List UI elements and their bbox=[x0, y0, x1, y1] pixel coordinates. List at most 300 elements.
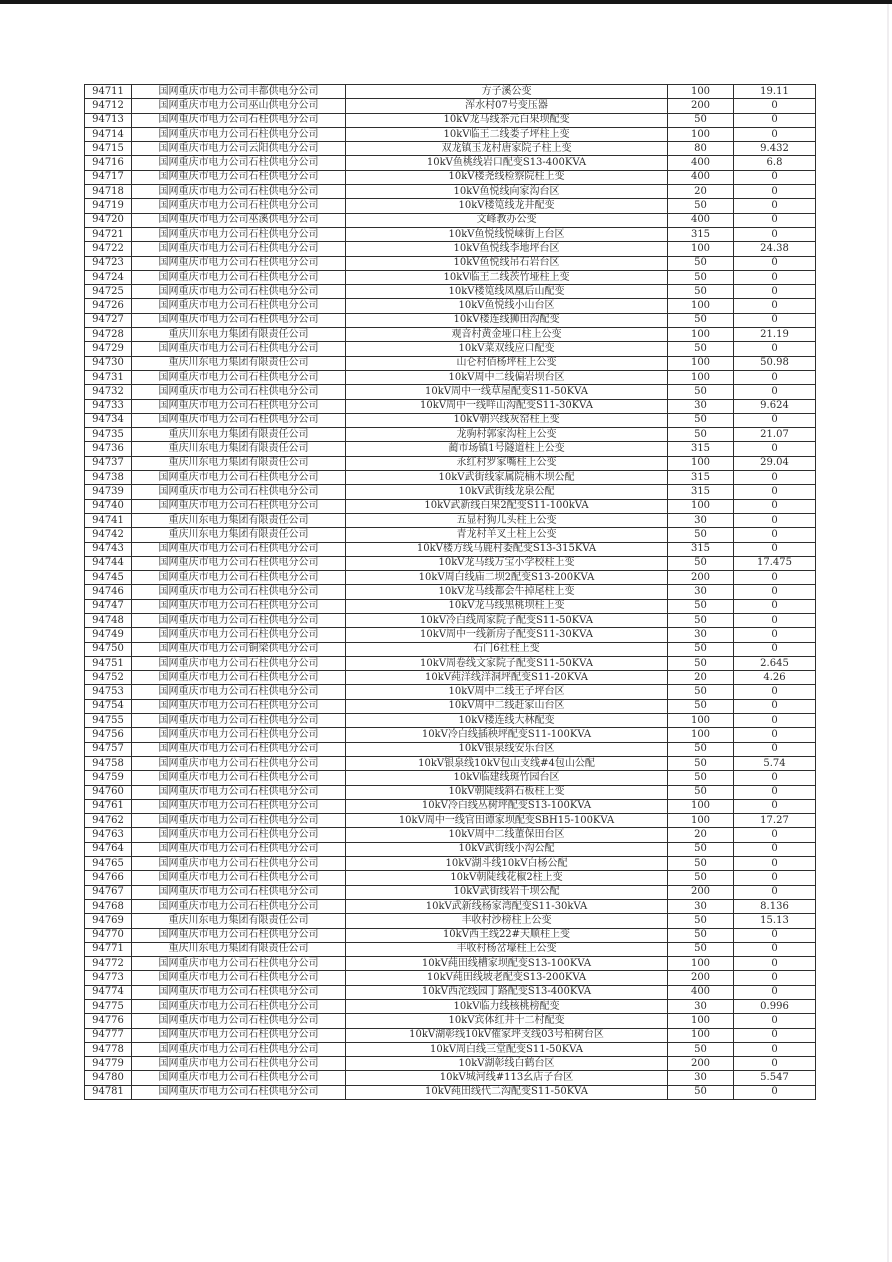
cell-company: 重庆川东电力集团有限责任公司 bbox=[132, 914, 346, 928]
cell-id: 94728 bbox=[85, 328, 132, 342]
table-row bbox=[85, 528, 816, 542]
table-row bbox=[85, 914, 816, 928]
cell-capacity: 50 bbox=[668, 270, 734, 284]
cell-company: 国网重庆市电力公司石柱供电分公司 bbox=[132, 270, 346, 284]
cell-name: 10kV莼田线槽家坝配变S13-100KVA bbox=[346, 957, 668, 971]
cell-id: 94736 bbox=[85, 442, 132, 456]
cell-company: 国网重庆市电力公司石柱供电分公司 bbox=[132, 756, 346, 770]
cell-name: 10kV武街线岩千坝公配 bbox=[346, 885, 668, 899]
cell-company: 国网重庆市电力公司石柱供电分公司 bbox=[132, 699, 346, 713]
cell-name: 10kV朝陡线花椒2柱上变 bbox=[346, 871, 668, 885]
table-row bbox=[85, 270, 816, 284]
table-row bbox=[85, 413, 816, 427]
cell-id: 94748 bbox=[85, 613, 132, 627]
table-row bbox=[85, 113, 816, 127]
cell-name: 10kV菜双线应口配变 bbox=[346, 342, 668, 356]
cell-company: 国网重庆市电力公司石柱供电分公司 bbox=[132, 1085, 346, 1099]
table-body bbox=[85, 85, 816, 1100]
table-row bbox=[85, 742, 816, 756]
cell-name: 10kV武街线小沟公配 bbox=[346, 842, 668, 856]
cell-capacity: 50 bbox=[668, 642, 734, 656]
cell-capacity: 50 bbox=[668, 1042, 734, 1056]
cell-id: 94731 bbox=[85, 370, 132, 384]
cell-capacity: 400 bbox=[668, 985, 734, 999]
cell-value: 0 bbox=[734, 971, 816, 985]
table-row bbox=[85, 971, 816, 985]
cell-capacity: 30 bbox=[668, 399, 734, 413]
cell-value: 5.74 bbox=[734, 756, 816, 770]
cell-capacity: 50 bbox=[668, 1085, 734, 1099]
table-row bbox=[85, 828, 816, 842]
cell-capacity: 200 bbox=[668, 1057, 734, 1071]
cell-capacity: 200 bbox=[668, 571, 734, 585]
cell-value: 0 bbox=[734, 385, 816, 399]
cell-name: 10kV周白线庙二坝2配变S13-200KVA bbox=[346, 571, 668, 585]
table-row bbox=[85, 213, 816, 227]
cell-id: 94715 bbox=[85, 142, 132, 156]
table-row bbox=[85, 585, 816, 599]
cell-value: 0 bbox=[734, 699, 816, 713]
cell-value: 29.04 bbox=[734, 456, 816, 470]
cell-id: 94734 bbox=[85, 413, 132, 427]
cell-company: 国网重庆市电力公司石柱供电分公司 bbox=[132, 342, 346, 356]
cell-value: 0 bbox=[734, 799, 816, 813]
cell-capacity: 315 bbox=[668, 485, 734, 499]
cell-capacity: 100 bbox=[668, 1014, 734, 1028]
cell-name: 山仑村佰杨坪柱上公变 bbox=[346, 356, 668, 370]
cell-value: 2.645 bbox=[734, 656, 816, 670]
cell-id: 94763 bbox=[85, 828, 132, 842]
cell-id: 94746 bbox=[85, 585, 132, 599]
cell-value: 0 bbox=[734, 270, 816, 284]
cell-id: 94777 bbox=[85, 1028, 132, 1042]
table-row bbox=[85, 671, 816, 685]
cell-value: 0 bbox=[734, 113, 816, 127]
cell-name: 10kV湖彰线白鹤台区 bbox=[346, 1057, 668, 1071]
cell-name: 10kV周中二线赶家山台区 bbox=[346, 699, 668, 713]
cell-id: 94757 bbox=[85, 742, 132, 756]
cell-id: 94742 bbox=[85, 528, 132, 542]
cell-capacity: 50 bbox=[668, 113, 734, 127]
cell-name: 10kV冷白线丛树坪配变S13-100KVA bbox=[346, 799, 668, 813]
cell-company: 重庆川东电力集团有限责任公司 bbox=[132, 328, 346, 342]
cell-name: 10kV周中一线新房子配变S11-30KVA bbox=[346, 628, 668, 642]
cell-company: 国网重庆市电力公司石柱供电分公司 bbox=[132, 714, 346, 728]
cell-company: 国网重庆市电力公司石柱供电分公司 bbox=[132, 256, 346, 270]
cell-company: 国网重庆市电力公司石柱供电分公司 bbox=[132, 899, 346, 913]
cell-value: 0 bbox=[734, 471, 816, 485]
cell-value: 4.26 bbox=[734, 671, 816, 685]
table-row bbox=[85, 399, 816, 413]
cell-value: 0 bbox=[734, 585, 816, 599]
cell-company: 国网重庆市电力公司石柱供电分公司 bbox=[132, 842, 346, 856]
cell-id: 94780 bbox=[85, 1071, 132, 1085]
cell-id: 94745 bbox=[85, 571, 132, 585]
cell-value: 0 bbox=[734, 1085, 816, 1099]
cell-capacity: 50 bbox=[668, 599, 734, 613]
cell-company: 国网重庆市电力公司石柱供电分公司 bbox=[132, 313, 346, 327]
cell-capacity: 50 bbox=[668, 313, 734, 327]
table-row bbox=[85, 785, 816, 799]
cell-id: 94775 bbox=[85, 1000, 132, 1014]
cell-capacity: 20 bbox=[668, 185, 734, 199]
cell-value: 0 bbox=[734, 928, 816, 942]
cell-id: 94754 bbox=[85, 699, 132, 713]
cell-company: 国网重庆市电力公司石柱供电分公司 bbox=[132, 928, 346, 942]
cell-company: 国网重庆市电力公司巫山供电分公司 bbox=[132, 99, 346, 113]
cell-value: 0 bbox=[734, 1042, 816, 1056]
cell-capacity: 100 bbox=[668, 85, 734, 99]
table-row bbox=[85, 871, 816, 885]
cell-id: 94774 bbox=[85, 985, 132, 999]
cell-id: 94743 bbox=[85, 542, 132, 556]
cell-value: 0 bbox=[734, 957, 816, 971]
cell-name: 10kV武街线家属院楠木坝公配 bbox=[346, 471, 668, 485]
table-row bbox=[85, 285, 816, 299]
cell-capacity: 100 bbox=[668, 1028, 734, 1042]
table-row bbox=[85, 756, 816, 770]
cell-name: 10kV朝陡线斜石板柱上变 bbox=[346, 785, 668, 799]
table-row bbox=[85, 928, 816, 942]
cell-name: 10kV西沱线园丁路配变S13-400KVA bbox=[346, 985, 668, 999]
cell-capacity: 50 bbox=[668, 656, 734, 670]
cell-id: 94759 bbox=[85, 771, 132, 785]
cell-company: 国网重庆市电力公司石柱供电分公司 bbox=[132, 413, 346, 427]
cell-company: 国网重庆市电力公司石柱供电分公司 bbox=[132, 227, 346, 241]
table-row bbox=[85, 170, 816, 184]
cell-id: 94758 bbox=[85, 756, 132, 770]
cell-company: 国网重庆市电力公司石柱供电分公司 bbox=[132, 471, 346, 485]
cell-company: 国网重庆市电力公司石柱供电分公司 bbox=[132, 385, 346, 399]
cell-company: 重庆川东电力集团有限责任公司 bbox=[132, 528, 346, 542]
cell-company: 国网重庆市电力公司石柱供电分公司 bbox=[132, 814, 346, 828]
table-row bbox=[85, 156, 816, 170]
cell-capacity: 100 bbox=[668, 714, 734, 728]
cell-value: 0 bbox=[734, 185, 816, 199]
table-row bbox=[85, 599, 816, 613]
table-row bbox=[85, 442, 816, 456]
cell-company: 国网重庆市电力公司石柱供电分公司 bbox=[132, 1028, 346, 1042]
cell-capacity: 100 bbox=[668, 127, 734, 141]
cell-name: 10kV西王线22#天顺柱上变 bbox=[346, 928, 668, 942]
cell-capacity: 50 bbox=[668, 771, 734, 785]
cell-capacity: 100 bbox=[668, 328, 734, 342]
cell-id: 94744 bbox=[85, 556, 132, 570]
cell-name: 观音村黄金垭口柱上公变 bbox=[346, 328, 668, 342]
table-row bbox=[85, 242, 816, 256]
cell-capacity: 20 bbox=[668, 671, 734, 685]
cell-company: 重庆川东电力集团有限责任公司 bbox=[132, 456, 346, 470]
cell-value: 21.07 bbox=[734, 428, 816, 442]
cell-value: 8.136 bbox=[734, 899, 816, 913]
cell-name: 10kV临建线斑竹园台区 bbox=[346, 771, 668, 785]
table-row bbox=[85, 370, 816, 384]
cell-value: 0 bbox=[734, 628, 816, 642]
table-row bbox=[85, 356, 816, 370]
cell-company: 国网重庆市电力公司石柱供电分公司 bbox=[132, 771, 346, 785]
cell-capacity: 50 bbox=[668, 857, 734, 871]
cell-capacity: 315 bbox=[668, 227, 734, 241]
cell-value: 15.13 bbox=[734, 914, 816, 928]
cell-capacity: 50 bbox=[668, 413, 734, 427]
cell-capacity: 20 bbox=[668, 828, 734, 842]
cell-capacity: 100 bbox=[668, 814, 734, 828]
cell-value: 17.475 bbox=[734, 556, 816, 570]
page-right-edge bbox=[887, 4, 889, 1262]
cell-id: 94722 bbox=[85, 242, 132, 256]
cell-id: 94729 bbox=[85, 342, 132, 356]
cell-name: 10kV临王二线茨竹垭柱上变 bbox=[346, 270, 668, 284]
cell-id: 94779 bbox=[85, 1057, 132, 1071]
cell-name: 10kV周中二线王子坪台区 bbox=[346, 685, 668, 699]
cell-id: 94721 bbox=[85, 227, 132, 241]
cell-name: 10kV冷白线插秧坪配变S11-100KVA bbox=[346, 728, 668, 742]
cell-company: 国网重庆市电力公司石柱供电分公司 bbox=[132, 1071, 346, 1085]
table-row bbox=[85, 299, 816, 313]
cell-value: 0 bbox=[734, 942, 816, 956]
cell-name: 10kV楼连线大林配变 bbox=[346, 714, 668, 728]
table-row bbox=[85, 556, 816, 570]
cell-value: 0 bbox=[734, 613, 816, 627]
cell-value: 0 bbox=[734, 342, 816, 356]
cell-company: 国网重庆市电力公司石柱供电分公司 bbox=[132, 1042, 346, 1056]
cell-capacity: 50 bbox=[668, 385, 734, 399]
table-row bbox=[85, 1085, 816, 1099]
cell-id: 94725 bbox=[85, 285, 132, 299]
cell-name: 10kV莼洋线洋洞坪配变S11-20KVA bbox=[346, 671, 668, 685]
table-row bbox=[85, 642, 816, 656]
cell-value: 0 bbox=[734, 213, 816, 227]
cell-value: 0 bbox=[734, 370, 816, 384]
cell-company: 国网重庆市电力公司石柱供电分公司 bbox=[132, 571, 346, 585]
cell-capacity: 50 bbox=[668, 528, 734, 542]
cell-id: 94750 bbox=[85, 642, 132, 656]
table-row bbox=[85, 1014, 816, 1028]
cell-capacity: 100 bbox=[668, 356, 734, 370]
table-row bbox=[85, 127, 816, 141]
cell-id: 94726 bbox=[85, 299, 132, 313]
cell-capacity: 50 bbox=[668, 556, 734, 570]
table-row bbox=[85, 957, 816, 971]
table-row bbox=[85, 542, 816, 556]
cell-id: 94768 bbox=[85, 899, 132, 913]
table-row bbox=[85, 1071, 816, 1085]
cell-id: 94733 bbox=[85, 399, 132, 413]
cell-company: 国网重庆市电力公司石柱供电分公司 bbox=[132, 199, 346, 213]
cell-capacity: 50 bbox=[668, 871, 734, 885]
cell-value: 0 bbox=[734, 985, 816, 999]
cell-company: 国网重庆市电力公司石柱供电分公司 bbox=[132, 857, 346, 871]
cell-id: 94727 bbox=[85, 313, 132, 327]
cell-company: 国网重庆市电力公司石柱供电分公司 bbox=[132, 828, 346, 842]
cell-capacity: 315 bbox=[668, 471, 734, 485]
cell-id: 94752 bbox=[85, 671, 132, 685]
table-row bbox=[85, 471, 816, 485]
cell-capacity: 315 bbox=[668, 542, 734, 556]
cell-company: 国网重庆市电力公司石柱供电分公司 bbox=[132, 885, 346, 899]
cell-name: 10kV银泉线10kV包山支线#4包山公配 bbox=[346, 756, 668, 770]
cell-id: 94773 bbox=[85, 971, 132, 985]
cell-company: 国网重庆市电力公司石柱供电分公司 bbox=[132, 685, 346, 699]
table-row bbox=[85, 1057, 816, 1071]
cell-id: 94738 bbox=[85, 471, 132, 485]
cell-name: 10kV龙马线茶元白果坝配变 bbox=[346, 113, 668, 127]
cell-name: 10kV莼田线代二沟配变S11-50KVA bbox=[346, 1085, 668, 1099]
cell-name: 10kV武街线龙泉公配 bbox=[346, 485, 668, 499]
cell-company: 重庆川东电力集团有限责任公司 bbox=[132, 356, 346, 370]
cell-capacity: 30 bbox=[668, 628, 734, 642]
cell-capacity: 50 bbox=[668, 928, 734, 942]
cell-company: 国网重庆市电力公司丰都供电分公司 bbox=[132, 85, 346, 99]
cell-capacity: 100 bbox=[668, 728, 734, 742]
table-row bbox=[85, 1000, 816, 1014]
cell-value: 0 bbox=[734, 714, 816, 728]
cell-value: 0 bbox=[734, 828, 816, 842]
cell-value: 9.624 bbox=[734, 399, 816, 413]
cell-value: 21.19 bbox=[734, 328, 816, 342]
cell-capacity: 50 bbox=[668, 285, 734, 299]
table-row bbox=[85, 199, 816, 213]
cell-capacity: 100 bbox=[668, 957, 734, 971]
table-row bbox=[85, 256, 816, 270]
cell-value: 0 bbox=[734, 442, 816, 456]
cell-value: 0 bbox=[734, 299, 816, 313]
cell-company: 国网重庆市电力公司石柱供电分公司 bbox=[132, 499, 346, 513]
cell-id: 94755 bbox=[85, 714, 132, 728]
cell-capacity: 315 bbox=[668, 442, 734, 456]
cell-value: 6.8 bbox=[734, 156, 816, 170]
cell-name: 10kV楼连线狮田沟配变 bbox=[346, 313, 668, 327]
table-row bbox=[85, 1028, 816, 1042]
cell-company: 国网重庆市电力公司石柱供电分公司 bbox=[132, 170, 346, 184]
cell-name: 10kV楼笕线龙井配变 bbox=[346, 199, 668, 213]
cell-value: 17.27 bbox=[734, 814, 816, 828]
cell-name: 10kV龙马线万宝小学校柱上变 bbox=[346, 556, 668, 570]
table-row bbox=[85, 571, 816, 585]
cell-value: 0 bbox=[734, 642, 816, 656]
cell-value: 0 bbox=[734, 542, 816, 556]
table-row bbox=[85, 699, 816, 713]
cell-capacity: 50 bbox=[668, 685, 734, 699]
cell-value: 0 bbox=[734, 485, 816, 499]
cell-company: 国网重庆市电力公司石柱供电分公司 bbox=[132, 585, 346, 599]
cell-company: 国网重庆市电力公司石柱供电分公司 bbox=[132, 985, 346, 999]
cell-company: 国网重庆市电力公司石柱供电分公司 bbox=[132, 399, 346, 413]
cell-capacity: 50 bbox=[668, 613, 734, 627]
cell-company: 国网重庆市电力公司石柱供电分公司 bbox=[132, 370, 346, 384]
cell-id: 94776 bbox=[85, 1014, 132, 1028]
cell-company: 国网重庆市电力公司石柱供电分公司 bbox=[132, 242, 346, 256]
cell-name: 10kV周中二线董保田台区 bbox=[346, 828, 668, 842]
table-row bbox=[85, 857, 816, 871]
cell-company: 国网重庆市电力公司石柱供电分公司 bbox=[132, 185, 346, 199]
cell-name: 龙驹村郭家沟柱上公变 bbox=[346, 428, 668, 442]
cell-id: 94749 bbox=[85, 628, 132, 642]
cell-id: 94751 bbox=[85, 656, 132, 670]
cell-company: 国网重庆市电力公司石柱供电分公司 bbox=[132, 742, 346, 756]
table-row bbox=[85, 342, 816, 356]
cell-capacity: 50 bbox=[668, 199, 734, 213]
table-row bbox=[85, 685, 816, 699]
cell-value: 0 bbox=[734, 285, 816, 299]
table-row bbox=[85, 142, 816, 156]
cell-company: 国网重庆市电力公司石柱供电分公司 bbox=[132, 671, 346, 685]
cell-capacity: 100 bbox=[668, 456, 734, 470]
cell-value: 0 bbox=[734, 785, 816, 799]
cell-company: 国网重庆市电力公司石柱供电分公司 bbox=[132, 957, 346, 971]
cell-id: 94766 bbox=[85, 871, 132, 885]
cell-company: 国网重庆市电力公司石柱供电分公司 bbox=[132, 1000, 346, 1014]
cell-value: 0 bbox=[734, 528, 816, 542]
cell-name: 双龙镇玉龙村唐家院子柱上变 bbox=[346, 142, 668, 156]
cell-id: 94720 bbox=[85, 213, 132, 227]
cell-capacity: 50 bbox=[668, 742, 734, 756]
cell-company: 国网重庆市电力公司石柱供电分公司 bbox=[132, 556, 346, 570]
cell-value: 0 bbox=[734, 227, 816, 241]
cell-name: 五显村狗儿头柱上公变 bbox=[346, 513, 668, 527]
cell-name: 10kV冷白线周家院子配变S11-50KVA bbox=[346, 613, 668, 627]
cell-name: 青龙村羊叉土柱上公变 bbox=[346, 528, 668, 542]
table-row bbox=[85, 985, 816, 999]
cell-value: 50.98 bbox=[734, 356, 816, 370]
cell-name: 10kV湖斗线10kV白杨公配 bbox=[346, 857, 668, 871]
cell-id: 94770 bbox=[85, 928, 132, 942]
table-row bbox=[85, 656, 816, 670]
cell-company: 国网重庆市电力公司铜梁供电分公司 bbox=[132, 642, 346, 656]
cell-name: 10kV武新线白果2配变S11-100kVA bbox=[346, 499, 668, 513]
cell-name: 丰收村沙榜柱上公变 bbox=[346, 914, 668, 928]
table-row bbox=[85, 499, 816, 513]
cell-id: 94735 bbox=[85, 428, 132, 442]
cell-value: 0 bbox=[734, 771, 816, 785]
cell-company: 国网重庆市电力公司石柱供电分公司 bbox=[132, 485, 346, 499]
table-row bbox=[85, 885, 816, 899]
cell-name: 10kV城河线#113幺店子台区 bbox=[346, 1071, 668, 1085]
cell-value: 9.432 bbox=[734, 142, 816, 156]
cell-company: 国网重庆市电力公司石柱供电分公司 bbox=[132, 113, 346, 127]
cell-value: 0 bbox=[734, 1014, 816, 1028]
cell-id: 94778 bbox=[85, 1042, 132, 1056]
cell-id: 94753 bbox=[85, 685, 132, 699]
cell-company: 重庆川东电力集团有限责任公司 bbox=[132, 428, 346, 442]
table-row bbox=[85, 385, 816, 399]
cell-company: 国网重庆市电力公司石柱供电分公司 bbox=[132, 871, 346, 885]
cell-company: 国网重庆市电力公司石柱供电分公司 bbox=[132, 613, 346, 627]
cell-id: 94739 bbox=[85, 485, 132, 499]
cell-value: 0 bbox=[734, 99, 816, 113]
cell-id: 94723 bbox=[85, 256, 132, 270]
cell-name: 10kV楼尧线检察院柱上变 bbox=[346, 170, 668, 184]
cell-name: 10kV周中一线官田谭家坝配变SBH15-100KVA bbox=[346, 814, 668, 828]
cell-name: 浑水村07号变压器 bbox=[346, 99, 668, 113]
cell-name: 10kV银泉线安乐台区 bbox=[346, 742, 668, 756]
cell-company: 重庆川东电力集团有限责任公司 bbox=[132, 442, 346, 456]
transformer-table bbox=[84, 84, 816, 1100]
cell-value: 24.38 bbox=[734, 242, 816, 256]
cell-id: 94740 bbox=[85, 499, 132, 513]
cell-value: 0 bbox=[734, 728, 816, 742]
cell-name: 10kV周中一线草屋配变S11-50KVA bbox=[346, 385, 668, 399]
cell-value: 0 bbox=[734, 256, 816, 270]
cell-id: 94716 bbox=[85, 156, 132, 170]
cell-name: 10kV朝兴线灰窑柱上变 bbox=[346, 413, 668, 427]
cell-capacity: 400 bbox=[668, 170, 734, 184]
cell-id: 94762 bbox=[85, 814, 132, 828]
cell-capacity: 50 bbox=[668, 699, 734, 713]
cell-company: 国网重庆市电力公司石柱供电分公司 bbox=[132, 127, 346, 141]
table-row bbox=[85, 842, 816, 856]
cell-id: 94719 bbox=[85, 199, 132, 213]
